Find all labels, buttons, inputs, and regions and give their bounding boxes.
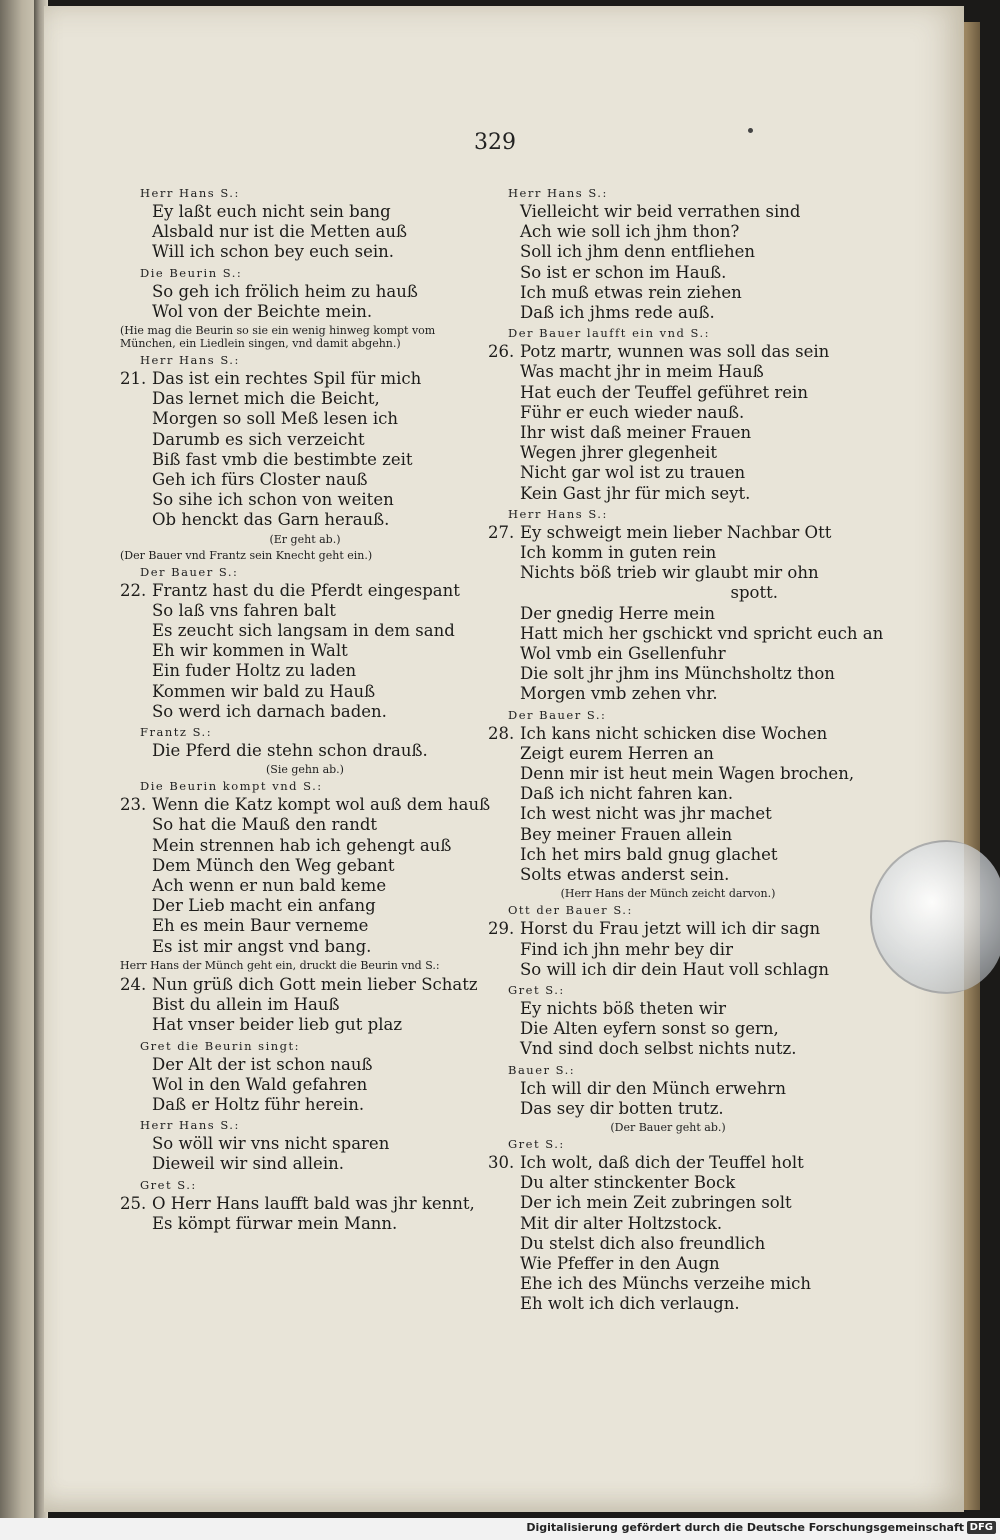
verse-text: Daß er Holtz führ herein. [152, 1094, 365, 1114]
verse-line [488, 1193, 848, 1213]
verse-line [120, 430, 490, 450]
verse-text: Das sey dir botten trutz. [520, 1098, 724, 1118]
verse-text: Der gnedig Herre mein [520, 603, 715, 623]
verse-text: Die Alten eyfern sonst so gern, [520, 1019, 779, 1039]
stage-direction: (Der Bauer vnd Frantz sein Knecht geht ein.) [120, 548, 373, 562]
verse-text: Geh ich fürs Closter nauß [152, 470, 368, 490]
verse-text: Denn mir ist heut mein Wagen brochen, [520, 764, 855, 784]
verse-line [120, 242, 490, 262]
verse-text: Ey schweigt mein lieber Nachbar Ott [520, 522, 832, 542]
verse-number: 29. [488, 919, 515, 939]
verse-line [488, 764, 855, 784]
verse-number: 28. [488, 723, 515, 743]
verse-line [488, 263, 848, 283]
verse-line [488, 604, 848, 624]
verse-line [488, 484, 848, 504]
verse-line [120, 1194, 490, 1214]
verse-line [488, 283, 848, 303]
verse-text: Nicht gar wol ist zu trauen [520, 463, 746, 483]
verse-text: Das ist ein rechtes Spil für mich [152, 369, 422, 389]
verse-line [488, 1274, 848, 1294]
verse-text: Der ich mein Zeit zubringen solt [520, 1193, 792, 1213]
verse-line [488, 523, 848, 543]
verse-text: Potz martr, wunnen was soll das sein [520, 342, 830, 362]
verse-text: Wol in den Wald gefahren [152, 1074, 368, 1094]
verse-line [488, 999, 848, 1019]
verse-text: So sihe ich schon von weiten [152, 490, 394, 510]
ink-dot [748, 128, 753, 133]
verse-line [488, 940, 848, 960]
verse-line [488, 960, 848, 980]
verse-line [120, 1134, 490, 1154]
left-text-column [120, 183, 490, 1234]
verse-text: Zeigt eurem Herren an [520, 743, 714, 763]
speaker-label: Ott der Bauer S.: [508, 903, 633, 918]
verse-line [120, 641, 490, 661]
verse-line [488, 463, 848, 483]
verse-text: Nun grüß dich Gott mein lieber Schatz [152, 974, 478, 994]
verse-number: 23. [120, 795, 147, 815]
verse-text: Die solt jhr jhm ins Münchsholtz thon [520, 664, 835, 684]
verse-line [120, 1075, 490, 1095]
verse-line [120, 815, 490, 835]
verse-line [120, 1055, 490, 1075]
verse-text: Wenn die Katz kompt wol auß dem hauß [152, 795, 491, 815]
verse-text: Führ er euch wieder nauß. [520, 402, 745, 422]
verse-text: Find ich jhn mehr bey dir [520, 939, 733, 959]
verse-text: Mein strennen hab ich gehengt auß [152, 835, 452, 855]
speaker-label: Gret die Beurin singt: [140, 1038, 301, 1053]
verse-text: Das lernet mich die Beicht, [152, 389, 380, 409]
verse-line [488, 865, 848, 885]
verse-number: 25. [120, 1193, 147, 1213]
verse-text: Vnd sind doch selbst nichts nutz. [520, 1039, 797, 1059]
verse-line [488, 443, 848, 463]
verse-line [120, 876, 490, 896]
verse-line [120, 282, 490, 302]
verse-line [120, 896, 490, 916]
verse-line [120, 937, 490, 957]
verse-line [488, 1234, 848, 1254]
verse-line [488, 303, 848, 323]
verse-line [120, 1214, 490, 1234]
verse-number: 24. [120, 974, 147, 994]
verse-line [488, 684, 848, 704]
verse-line [120, 836, 490, 856]
stage-direction: (Der Bauer geht ab.) [610, 1120, 726, 1134]
verse-line [120, 702, 490, 722]
speaker-label: Die Beurin S.: [140, 265, 243, 280]
verse-text: Mit dir alter Holtzstock. [520, 1213, 723, 1233]
verse-text: Soll ich jhm denn entfliehen [520, 242, 755, 262]
verse-line [120, 601, 490, 621]
verse-number: 21. [120, 369, 147, 389]
verse-line [120, 302, 490, 322]
verse-line [488, 383, 848, 403]
verse-text: Hatt mich her gschickt vnd spricht euch an [520, 623, 884, 643]
verse-line [488, 543, 848, 563]
verse-line [120, 1095, 490, 1115]
verse-line [120, 470, 490, 490]
verse-text: Du alter stinckenter Bock [520, 1173, 736, 1193]
speaker-label: Gret S.: [140, 1177, 197, 1192]
verse-text: Daß ich jhms rede auß. [520, 303, 715, 323]
verse-line [488, 1099, 848, 1119]
verse-text: Ich het mirs bald gnug glachet [520, 844, 778, 864]
stage-direction: Herr Hans der Münch geht ein, druckt die Beurin vnd S.: [120, 958, 440, 972]
speaker-label: Bauer S.: [508, 1062, 576, 1077]
verse-line [488, 1019, 848, 1039]
verse-line [488, 845, 848, 865]
verse-text: Horst du Frau jetzt will ich dir sagn [520, 919, 821, 939]
verse-line [120, 202, 490, 222]
verse-number: 22. [120, 580, 147, 600]
verse-text: Eh es mein Baur verneme [152, 916, 369, 936]
verse-text: Nichts böß trieb wir glaubt mir ohn [520, 563, 819, 583]
verse-line [120, 856, 490, 876]
verse-line [488, 664, 848, 684]
verse-line [120, 490, 490, 510]
stage-direction: (Herr Hans der Münch zeicht darvon.) [560, 887, 776, 901]
verse-line [120, 916, 490, 936]
verse-line [488, 362, 848, 382]
speaker-label: Herr Hans S.: [140, 1118, 240, 1133]
speaker-label: Herr Hans S.: [140, 186, 240, 200]
verse-text: Will ich schon bey euch sein. [152, 242, 395, 262]
verse-line [488, 623, 884, 644]
verse-text: Kommen wir bald zu Hauß [152, 681, 376, 701]
verse-line [488, 1214, 848, 1234]
verse-line [488, 919, 848, 939]
verse-text: Dem Münch den Weg gebant [152, 855, 395, 875]
speaker-label: Frantz S.: [140, 725, 213, 740]
verse-line [488, 242, 848, 262]
verse-text: Vielleicht wir beid verrathen sind [520, 202, 801, 221]
speaker-label: Der Bauer S.: [140, 564, 239, 579]
verse-line [488, 1254, 848, 1274]
verse-text: Eh wir kommen in Walt [152, 641, 348, 661]
verse-line [120, 682, 490, 702]
verse-line [120, 621, 490, 641]
verse-text: Eh wolt ich dich verlaugn. [520, 1294, 740, 1314]
verse-text: Solts etwas anderst sein. [520, 865, 730, 885]
verse-text: Biß fast vmb die bestimbte zeit [152, 449, 413, 469]
speaker-label: Herr Hans S.: [140, 353, 240, 368]
verse-text: Ein fuder Holtz zu laden [152, 661, 357, 681]
verse-line [120, 510, 490, 530]
verse-text: Die Pferd die stehn schon drauß. [152, 741, 428, 761]
verse-line [120, 450, 490, 470]
verse-line [120, 222, 490, 242]
verse-text: Bey meiner Frauen allein [520, 824, 733, 844]
verse-text: Ich kans nicht schicken dise Wochen [520, 723, 828, 743]
verse-line [488, 403, 848, 423]
stage-direction: (Sie gehn ab.) [266, 763, 344, 777]
verse-line [488, 644, 848, 664]
verse-line [120, 581, 490, 601]
verse-line [120, 795, 490, 815]
verse-text: Der Alt der ist schon nauß [152, 1054, 373, 1074]
right-text-column [488, 183, 884, 1315]
verse-text: Der Lieb macht ein anfang [152, 896, 376, 916]
verse-text: Morgen vmb zehen vhr. [520, 684, 718, 704]
verse-line [488, 1079, 848, 1099]
verse-line [488, 342, 848, 362]
speaker-label: Gret S.: [508, 982, 565, 997]
verse-text: So ist er schon im Hauß. [520, 262, 727, 282]
stage-direction: (Er geht ab.) [269, 532, 341, 546]
digitization-credit: Digitalisierung gefördert durch die Deutsche Forschungsgemeinschaft [526, 1521, 964, 1534]
verse-line [120, 369, 490, 389]
verse-text: Daß ich nicht fahren kan. [520, 784, 734, 804]
verse-text: Ey laßt euch nicht sein bang [152, 202, 391, 221]
verse-text: Ob henckt das Garn herauß. [152, 510, 390, 530]
verse-text: Wol vmb ein Gsellenfuhr [520, 644, 726, 664]
speaker-label: Gret S.: [508, 1136, 565, 1151]
verse-text: Ihr wist daß meiner Frauen [520, 423, 752, 443]
verse-text: Wegen jhrer glegenheit [520, 443, 717, 463]
verse-text: O Herr Hans laufft bald was jhr kennt, [152, 1193, 475, 1213]
verse-text: Ich komm in guten rein [520, 543, 717, 563]
verse-line [120, 975, 490, 995]
verse-line [488, 825, 848, 845]
verse-number: 27. [488, 522, 515, 542]
speaker-label: Der Bauer S.: [508, 707, 607, 722]
verse-line: spott. [730, 583, 778, 603]
verse-text: Ich wolt, daß dich der Teuffel holt [520, 1152, 804, 1172]
verse-text: Hat euch der Teuffel geführet rein [520, 382, 808, 402]
verse-text: So wöll wir vns nicht sparen [152, 1134, 390, 1154]
verse-text: Darumb es sich verzeicht [152, 429, 365, 449]
verse-line [120, 661, 490, 681]
verse-line [488, 222, 848, 242]
verse-text: Es ist mir angst vnd bang. [152, 936, 372, 956]
verse-text: Ich will dir den Münch erwehrn [520, 1078, 786, 1098]
verse-line [488, 1039, 848, 1059]
verse-text: Du stelst dich also freundlich [520, 1233, 766, 1253]
verse-text: Ach wie soll ich jhm thon? [520, 222, 740, 242]
verse-text: Dieweil wir sind allein. [152, 1154, 344, 1174]
verse-text: Alsbald nur ist die Metten auß [152, 222, 408, 242]
verse-text: Kein Gast jhr für mich seyt. [520, 483, 751, 503]
speaker-label: Herr Hans S.: [508, 186, 608, 200]
verse-text: Wol von der Beichte mein. [152, 301, 373, 321]
verse-text: So laß vns fahren balt [152, 600, 336, 620]
verse-line [488, 1294, 848, 1314]
verse-text: Frantz hast du die Pferdt eingespant [152, 580, 460, 600]
verse-text: Ehe ich des Münchs verzeihe mich [520, 1274, 811, 1294]
verse-line [120, 995, 490, 1015]
verse-line [488, 423, 848, 443]
verse-text: Ach wenn er nun bald keme [152, 876, 387, 896]
verse-text: Ich muß etwas rein ziehen [520, 282, 742, 302]
verse-line [488, 563, 848, 583]
verse-text: So will ich dir dein Haut voll schlagn [520, 959, 829, 979]
page-number: 329 [474, 130, 516, 155]
verse-text: So hat die Mauß den randt [152, 815, 378, 835]
verse-line [488, 1173, 848, 1193]
verse-line [120, 1015, 490, 1035]
speaker-label: Der Bauer laufft ein vnd S.: [508, 326, 711, 341]
verse-text: So geh ich frölich heim zu hauß [152, 281, 418, 301]
stage-direction: (Hie mag die Beurin so sie ein wenig hinweg kompt vom München, ein Liedlein singen, vnd damit abgehn.) [120, 324, 436, 351]
speaker-label: Herr Hans S.: [508, 506, 608, 521]
verse-text: Hat vnser beider lieb gut plaz [152, 1015, 403, 1035]
verse-line [488, 804, 848, 824]
verse-text: So werd ich darnach baden. [152, 701, 387, 721]
verse-text: Ich west nicht was jhr machet [520, 804, 772, 824]
verse-line [120, 389, 490, 409]
verse-text: Morgen so soll Meß lesen ich [152, 409, 398, 429]
verse-text: Ey nichts böß theten wir [520, 998, 727, 1018]
verse-line [120, 1154, 490, 1174]
verse-text: Es zeucht sich langsam in dem sand [152, 621, 455, 641]
verse-text: Was macht jhr in meim Hauß [520, 362, 764, 382]
dfg-logo: DFG [967, 1521, 996, 1534]
verse-line [120, 409, 490, 429]
verse-line [488, 1153, 848, 1173]
verse-line [488, 202, 848, 222]
verse-number: 30. [488, 1152, 515, 1172]
verse-line [488, 724, 848, 744]
verse-line [120, 741, 490, 761]
speaker-label: Die Beurin kompt vnd S.: [140, 779, 323, 794]
verse-text: Es kömpt fürwar mein Mann. [152, 1213, 398, 1233]
verse-text: Bist du allein im Hauß [152, 995, 340, 1015]
verse-number: 26. [488, 342, 515, 362]
verse-line [488, 744, 848, 764]
verse-line [488, 784, 848, 804]
verse-text: Wie Pfeffer in den Augn [520, 1253, 720, 1273]
